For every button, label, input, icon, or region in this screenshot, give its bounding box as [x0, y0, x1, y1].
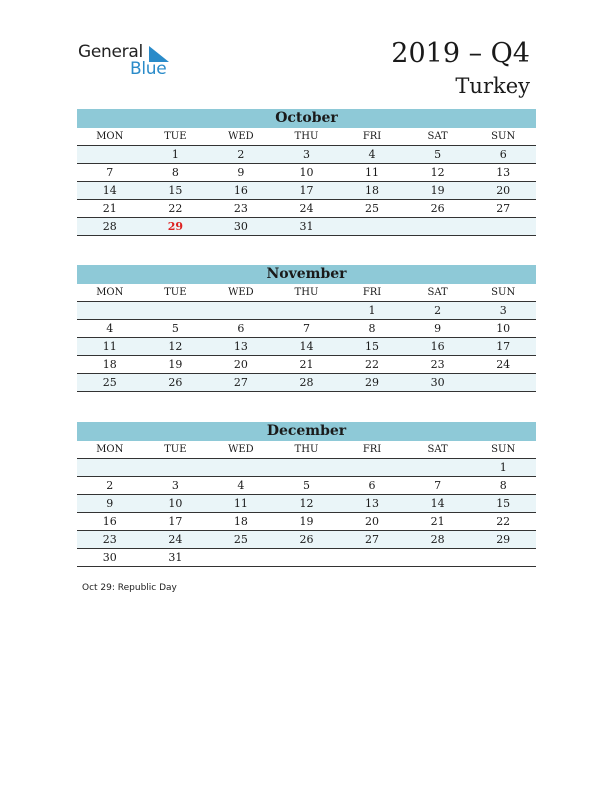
- day-cell: 20: [208, 356, 274, 374]
- empty-day-cell: [274, 459, 340, 477]
- day-cell: 15: [470, 495, 536, 513]
- day-cell: 23: [405, 356, 471, 374]
- day-cell: 29: [339, 374, 405, 392]
- weekday-header-row: [77, 284, 536, 302]
- day-cell: 4: [208, 477, 274, 495]
- weekday-label: THU: [274, 128, 340, 146]
- day-cell: 20: [339, 513, 405, 531]
- month-header: December: [77, 422, 536, 441]
- day-cell: 31: [274, 218, 340, 236]
- week-row: [77, 182, 536, 200]
- empty-day-cell: [339, 459, 405, 477]
- day-cell: 14: [274, 338, 340, 356]
- week-row: [77, 374, 536, 392]
- day-cell: 9: [208, 164, 274, 182]
- week-row: [77, 200, 536, 218]
- day-cell: 17: [143, 513, 209, 531]
- day-cell: 6: [470, 146, 536, 164]
- week-row: [77, 356, 536, 374]
- week-row: [77, 146, 536, 164]
- empty-day-cell: [77, 459, 143, 477]
- day-cell: 7: [405, 477, 471, 495]
- weekday-label: WED: [208, 441, 274, 459]
- day-cell: 30: [405, 374, 471, 392]
- day-cell: 2: [77, 477, 143, 495]
- day-cell: 11: [208, 495, 274, 513]
- day-cell: 15: [143, 182, 209, 200]
- day-cell: 14: [77, 182, 143, 200]
- day-cell: 19: [405, 182, 471, 200]
- weekday-label: SUN: [470, 284, 536, 302]
- week-row: [77, 549, 536, 567]
- day-cell: 22: [339, 356, 405, 374]
- day-cell: 30: [208, 218, 274, 236]
- day-cell: 4: [339, 146, 405, 164]
- empty-day-cell: [208, 549, 274, 567]
- weekday-label: MON: [77, 441, 143, 459]
- week-row: [77, 302, 536, 320]
- day-cell: 12: [143, 338, 209, 356]
- weekday-label: MON: [77, 284, 143, 302]
- holiday-note: Oct 29: Republic Day: [82, 583, 177, 593]
- empty-day-cell: [274, 302, 340, 320]
- brand-word-general: General: [78, 42, 143, 62]
- day-cell: 8: [339, 320, 405, 338]
- weekday-header-row: [77, 441, 536, 459]
- day-cell: 26: [274, 531, 340, 549]
- week-row: [77, 513, 536, 531]
- day-cell: 28: [77, 218, 143, 236]
- empty-day-cell: [405, 459, 471, 477]
- day-cell: 19: [274, 513, 340, 531]
- day-cell: 20: [470, 182, 536, 200]
- weekday-label: THU: [274, 284, 340, 302]
- day-cell: 27: [339, 531, 405, 549]
- day-cell: 26: [143, 374, 209, 392]
- day-cell: 6: [339, 477, 405, 495]
- empty-day-cell: [470, 549, 536, 567]
- brand-logo: [78, 42, 178, 82]
- weekday-label: SAT: [405, 284, 471, 302]
- weekday-label: SUN: [470, 441, 536, 459]
- empty-day-cell: [470, 374, 536, 392]
- day-cell: 2: [405, 302, 471, 320]
- day-cell: 15: [339, 338, 405, 356]
- empty-day-cell: [143, 459, 209, 477]
- month-header: October: [77, 109, 536, 128]
- weekday-label: TUE: [143, 441, 209, 459]
- day-cell: 16: [405, 338, 471, 356]
- week-row: [77, 218, 536, 236]
- day-cell: 23: [77, 531, 143, 549]
- country-label: Turkey: [455, 74, 530, 98]
- day-cell: 13: [470, 164, 536, 182]
- day-cell: 21: [274, 356, 340, 374]
- day-cell: 3: [470, 302, 536, 320]
- day-cell: 9: [405, 320, 471, 338]
- empty-day-cell: [470, 218, 536, 236]
- weekday-label: FRI: [339, 128, 405, 146]
- week-row: [77, 477, 536, 495]
- day-cell: 11: [77, 338, 143, 356]
- day-cell: 18: [208, 513, 274, 531]
- day-cell: 8: [143, 164, 209, 182]
- day-cell: 10: [143, 495, 209, 513]
- month-block-december: [77, 422, 536, 567]
- day-cell: 31: [143, 549, 209, 567]
- empty-day-cell: [405, 218, 471, 236]
- week-row: [77, 459, 536, 477]
- weekday-label: SAT: [405, 441, 471, 459]
- empty-day-cell: [274, 549, 340, 567]
- week-row: [77, 531, 536, 549]
- day-cell: 28: [274, 374, 340, 392]
- day-cell: 24: [143, 531, 209, 549]
- day-cell: 12: [405, 164, 471, 182]
- day-cell: 23: [208, 200, 274, 218]
- day-cell: 26: [405, 200, 471, 218]
- weekday-label: TUE: [143, 128, 209, 146]
- day-cell: 1: [339, 302, 405, 320]
- day-cell: 25: [77, 374, 143, 392]
- empty-day-cell: [339, 549, 405, 567]
- day-cell: 27: [470, 200, 536, 218]
- day-cell: 5: [274, 477, 340, 495]
- month-table: [77, 441, 536, 567]
- day-cell: 17: [470, 338, 536, 356]
- day-cell: 9: [77, 495, 143, 513]
- week-row: [77, 338, 536, 356]
- week-row: [77, 164, 536, 182]
- month-table: [77, 284, 536, 392]
- day-cell: 12: [274, 495, 340, 513]
- brand-word-blue: Blue: [130, 59, 167, 79]
- week-row: [77, 495, 536, 513]
- holiday-day-cell: 29: [143, 218, 209, 236]
- weekday-label: FRI: [339, 441, 405, 459]
- day-cell: 21: [77, 200, 143, 218]
- weekday-label: FRI: [339, 284, 405, 302]
- day-cell: 11: [339, 164, 405, 182]
- day-cell: 30: [77, 549, 143, 567]
- month-header: November: [77, 265, 536, 284]
- day-cell: 2: [208, 146, 274, 164]
- empty-day-cell: [208, 302, 274, 320]
- day-cell: 5: [405, 146, 471, 164]
- day-cell: 1: [470, 459, 536, 477]
- day-cell: 18: [77, 356, 143, 374]
- day-cell: 7: [274, 320, 340, 338]
- month-block-november: [77, 265, 536, 392]
- day-cell: 21: [405, 513, 471, 531]
- page-title: 2019 – Q4: [391, 38, 530, 69]
- weekday-label: SAT: [405, 128, 471, 146]
- day-cell: 16: [77, 513, 143, 531]
- day-cell: 27: [208, 374, 274, 392]
- day-cell: 13: [339, 495, 405, 513]
- weekday-label: THU: [274, 441, 340, 459]
- empty-day-cell: [143, 302, 209, 320]
- day-cell: 24: [274, 200, 340, 218]
- day-cell: 5: [143, 320, 209, 338]
- day-cell: 24: [470, 356, 536, 374]
- day-cell: 6: [208, 320, 274, 338]
- day-cell: 25: [208, 531, 274, 549]
- day-cell: 1: [143, 146, 209, 164]
- day-cell: 10: [470, 320, 536, 338]
- weekday-label: MON: [77, 128, 143, 146]
- day-cell: 19: [143, 356, 209, 374]
- day-cell: 25: [339, 200, 405, 218]
- day-cell: 29: [470, 531, 536, 549]
- empty-day-cell: [339, 218, 405, 236]
- weekday-label: WED: [208, 284, 274, 302]
- day-cell: 22: [143, 200, 209, 218]
- day-cell: 4: [77, 320, 143, 338]
- month-table: [77, 128, 536, 236]
- weekday-label: SUN: [470, 128, 536, 146]
- day-cell: 10: [274, 164, 340, 182]
- weekday-header-row: [77, 128, 536, 146]
- week-row: [77, 320, 536, 338]
- empty-day-cell: [77, 146, 143, 164]
- day-cell: 8: [470, 477, 536, 495]
- day-cell: 3: [143, 477, 209, 495]
- day-cell: 13: [208, 338, 274, 356]
- day-cell: 28: [405, 531, 471, 549]
- day-cell: 18: [339, 182, 405, 200]
- day-cell: 3: [274, 146, 340, 164]
- day-cell: 16: [208, 182, 274, 200]
- day-cell: 14: [405, 495, 471, 513]
- weekday-label: TUE: [143, 284, 209, 302]
- weekday-label: WED: [208, 128, 274, 146]
- day-cell: 17: [274, 182, 340, 200]
- empty-day-cell: [208, 459, 274, 477]
- day-cell: 7: [77, 164, 143, 182]
- empty-day-cell: [405, 549, 471, 567]
- empty-day-cell: [77, 302, 143, 320]
- day-cell: 22: [470, 513, 536, 531]
- month-block-october: [77, 109, 536, 236]
